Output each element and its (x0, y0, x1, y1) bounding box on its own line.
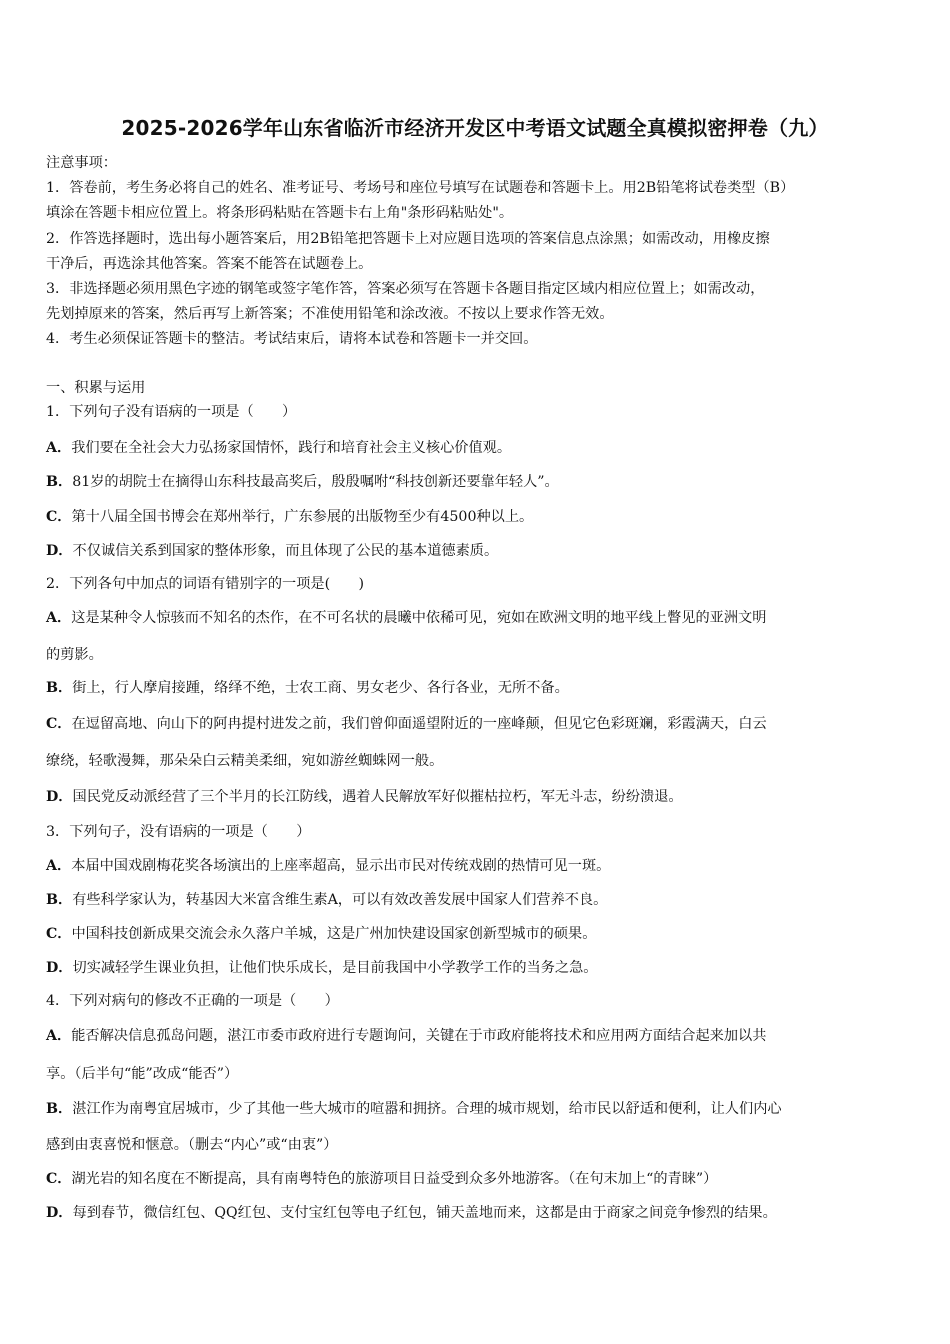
option-text: 湛江作为南粤宜居城市，少了其他一些大城市的喧嚣和拥挤。合理的城市规划，给市民以舒适和便利，让人们内心 (72, 1101, 782, 1117)
question-4-option-b (46, 1098, 916, 1118)
question-2-option-b (46, 677, 916, 697)
question-3-option-c (46, 923, 916, 943)
question-2-stem: 2．下列各句中加点的词语有错别字的一项是( ) (46, 576, 365, 592)
option-label: A． (46, 440, 72, 456)
option-text: 国民党反动派经营了三个半月的长江防线，遇着人民解放军好似摧枯拉朽，军无斗志，纷纷溃退。 (72, 789, 683, 805)
option-text: 81岁的胡院士在摘得山东科技最高奖后，殷殷嘱咐“科技创新还要靠年轻人”。 (72, 474, 559, 490)
option-label: D． (46, 960, 73, 976)
option-label: B． (46, 892, 73, 908)
notice-line: 3．非选择题必须用黑色字迹的钢笔或签字笔作答，答案必须写在答题卡各题目指定区域内相应位置上；如需改动， (46, 281, 765, 297)
option-text: 这是某种令人惊骇而不知名的杰作，在不可名状的晨曦中依稀可见，宛如在欧洲文明的地平线上瞥见的亚洲文明 (71, 610, 767, 626)
option-label: D． (46, 789, 73, 805)
option-text: 有些科学家认为，转基因大米富含维生素A，可以有效改善发展中国家人们营养不良。 (72, 892, 608, 908)
question-4-option-b-continued: 感到由衷喜悦和惬意。（删去“内心”或“由衷”） (46, 1137, 338, 1153)
option-label: B． (46, 1101, 73, 1117)
question-4-option-c (46, 1168, 916, 1188)
option-text: 切实减轻学生课业负担，让他们快乐成长，是目前我国中小学教学工作的当务之急。 (72, 960, 598, 976)
question-2-option-a (46, 607, 916, 627)
option-label: B． (46, 474, 73, 490)
option-text: 能否解决信息孤岛问题，湛江市委市政府进行专题询问，关键在于市政府能将技术和应用两方面结合起来加以共 (71, 1028, 767, 1044)
question-1-option-b (46, 471, 916, 491)
exam-title: 2025-2026学年山东省临沂市经济开发区中考语文试题全真模拟密押卷（九） (121, 116, 829, 140)
question-3-option-d (46, 957, 916, 977)
option-text: 在逗留高地、向山下的阿冉提村进发之前，我们曾仰面遥望附近的一座峰颠，但见它色彩斑斓，彩霞满天，白云 (71, 716, 767, 732)
option-label: C． (46, 1171, 72, 1187)
question-1-option-d (46, 540, 916, 560)
question-4-option-a-continued: 享。（后半句“能”改成“能否”） (46, 1066, 239, 1082)
option-text: 我们要在全社会大力弘扬家国情怀，践行和培育社会主义核心价值观。 (71, 440, 512, 456)
notice-line: 干净后，再选涂其他答案。答案不能答在试题卷上。 (46, 256, 373, 272)
option-label: C． (46, 509, 72, 525)
question-1-option-c (46, 506, 916, 526)
option-label: D． (46, 543, 73, 559)
option-text: 本届中国戏剧梅花奖各场演出的上座率超高，显示出市民对传统戏剧的热情可见一斑。 (71, 858, 611, 874)
notice-line: 先划掉原来的答案，然后再写上新答案；不准使用铅笔和涂改液。不按以上要求作答无效。 (46, 306, 614, 322)
notice-line: 填涂在答题卡相应位置上。将条形码粘贴在答题卡右上角"条形码粘贴处"。 (46, 205, 514, 221)
question-3-option-b (46, 889, 916, 909)
option-text: 每到春节，微信红包、QQ红包、支付宝红包等电子红包，铺天盖地而来，这都是由于商家之间竞争惨烈的结果。 (72, 1205, 777, 1221)
question-1-option-a (46, 437, 916, 457)
notice-line: 1．答卷前，考生务必将自己的姓名、准考证号、考场号和座位号填写在试题卷和答题卡上。用2B铅笔将试卷类型（B） (46, 180, 795, 196)
notice-line: 2．作答选择题时，选出每小题答案后，用2B铅笔把答题卡上对应题目选项的答案信息点涂黑；如需改动，用橡皮擦 (46, 231, 770, 247)
section-heading: 一、积累与运用 (46, 380, 146, 396)
question-2-option-d (46, 786, 916, 806)
option-text: 不仅诚信关系到国家的整体形象，而且体现了公民的基本道德素质。 (72, 543, 499, 559)
option-text: 街上，行人摩肩接踵，络绎不绝，士农工商、男女老少、各行各业，无所不备。 (72, 680, 569, 696)
option-label: A． (46, 858, 72, 874)
option-label: D． (46, 1205, 73, 1221)
question-2-option-c (46, 713, 916, 733)
option-label: C． (46, 926, 72, 942)
question-2-option-a-continued: 的剪影。 (46, 647, 103, 663)
notice-heading: 注意事项： (46, 155, 117, 171)
option-text: 第十八届全国书博会在郑州举行，广东参展的出版物至少有4500种以上。 (71, 509, 534, 525)
question-3-stem: 3．下列句子，没有语病的一项是（ ） (46, 824, 311, 840)
option-label: B． (46, 680, 73, 696)
option-text: 湖光岩的知名度在不断提高，具有南粤特色的旅游项目日益受到众多外地游客。（在句末加上“的青睐”） (71, 1171, 718, 1187)
question-4-option-a (46, 1025, 916, 1045)
option-label: A． (46, 1028, 72, 1044)
question-4-stem: 4．下列对病句的修改不正确的一项是（ ） (46, 993, 339, 1009)
question-3-option-a (46, 855, 916, 875)
notice-line: 4．考生必须保证答题卡的整洁。考试结束后，请将本试卷和答题卡一并交回。 (46, 331, 538, 347)
option-label: A． (46, 610, 72, 626)
question-2-option-c-continued: 缭绕，轻歌漫舞，那朵朵白云精美柔细，宛如游丝蜘蛛网一般。 (46, 753, 444, 769)
option-label: C． (46, 716, 72, 732)
question-4-option-d (46, 1202, 916, 1222)
question-1-stem: 1．下列句子没有语病的一项是（ ） (46, 404, 297, 420)
option-text: 中国科技创新成果交流会永久落户羊城，这是广州加快建设国家创新型城市的硕果。 (71, 926, 597, 942)
